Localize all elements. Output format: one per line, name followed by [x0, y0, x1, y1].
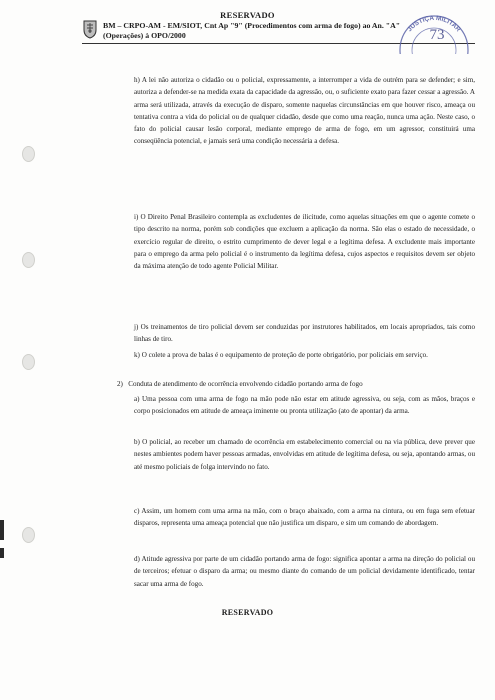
- item-2a: [134, 393, 475, 418]
- header-reference-line-2: (Operações) à OPO/2000: [103, 31, 186, 40]
- punch-hole: [22, 354, 35, 370]
- item-2b: [134, 436, 475, 473]
- item-2d: [134, 553, 475, 590]
- military-justice-stamp: [396, 2, 472, 54]
- stamp-text: JUSTIÇA MILITAR: [406, 14, 462, 34]
- item-label: d): [134, 555, 140, 563]
- scan-edge-mark: [0, 548, 4, 558]
- item-text: A lei não autoriza o cidadão ou o policial, expressamente, a interromper a vida de outrém para se defender; e sim, autoriza a defender-se na medida exata da capacidade da agressão, ou, o suficiente exato para fazer cessar a agressão. A arma será utilizada, através da execução de disparo, somente naquelas circunstâncias em que houver risco, ameaça ou tentativa contra a vida do policial ou de qualquer cidadão, desde que como uma reação, nunca uma ação. Neste caso, o fato do policial causar lesão corporal, mediante emprego de arma de fogo, em um agressor, constituirá uma conseqüência potencial, e jamais será uma condição necessária a defesa.: [134, 76, 475, 146]
- item-text: Uma pessoa com uma arma de fogo na mão pode não estar em atitude agressiva, ou seja, com as mãos, braços e corpo posicionados em atitude de ameaça iminente ou pronta utilização (ato de apontar) da arma.: [134, 395, 475, 416]
- item-label: b): [134, 438, 140, 446]
- item-text: Atitude agressiva por parte de um cidadão portando arma de fogo: significa apontar a arma na direção do policial ou de terceiros; efetuar o disparo da arma; ou mesmo diante do comando de um policial devidamente identificado, tentar sacar uma arma de fogo.: [134, 555, 475, 588]
- item-label: h): [134, 76, 140, 84]
- coat-of-arms-icon: [82, 19, 98, 39]
- section-label: 2): [117, 380, 123, 388]
- item-i: [134, 211, 475, 272]
- item-k: [134, 349, 475, 361]
- item-2c: [134, 505, 475, 530]
- item-h: [134, 74, 475, 148]
- item-text: O Direito Penal Brasileiro contempla as excludentes de ilicitude, como aquelas situações em que o agente comete o tipo descrito na norma, porém sob condições que excluem a aplicação da norma. São elas o estado de necessidade, o exercício regular de direito, o estrito cumprimento de dever legal e a legítima defesa. A excludente mais importante para o emprego da arma pelo policial é o instrumento da legítima defesa, cujos aspectos e requisitos devem ser objeto da máxima atenção de todo agente Policial Militar.: [134, 213, 475, 271]
- item-label: a): [134, 395, 140, 403]
- section-title: Conduta de atendimento de ocorrência envolvendo cidadão portando arma de fogo: [128, 380, 363, 388]
- footer-classification: RESERVADO: [221, 608, 274, 617]
- punch-hole: [22, 252, 35, 268]
- item-j: [134, 321, 475, 346]
- item-text: Assim, um homem com uma arma na mão, com o braço abaixado, com a arma na cintura, ou em fuga sem efetuar disparos, representa uma ameaça potencial que não justifica um disparo, e sim um comando de abordagem.: [134, 507, 475, 528]
- section-2-heading: [117, 378, 475, 390]
- punch-hole: [22, 527, 35, 543]
- header-title: RESERVADO: [220, 10, 275, 20]
- item-label: j): [134, 323, 139, 331]
- item-text: O policial, ao receber um chamado de ocorrência em estabelecimento comercial ou na via pública, deve prever que nestes ambientes podem haver pessoas armadas, envolvidas em atitude de legítima defesa, ou seja, apontando armas, ou até mesmo policiais de folga intervindo no fato.: [134, 438, 475, 471]
- punch-hole: [22, 146, 35, 162]
- scan-edge-mark: [0, 520, 4, 540]
- item-label: c): [134, 507, 140, 515]
- item-label: i): [134, 213, 139, 221]
- stamp-page-number: 73: [429, 27, 445, 43]
- item-label: k): [134, 351, 140, 359]
- item-text: Os treinamentos de tiro policial devem ser conduzidas por instrutores habilitados, em locais apropriados, tais como linhas de tiro.: [134, 323, 475, 344]
- header-reference-line: BM – CRPO-AM - EM/SIOT, Cnt Ap "9" (Procedimentos com arma de fogo) ao An. "A": [103, 21, 401, 30]
- item-text: O colete a prova de balas é o equipamento de proteção de porte obrigatório, por policiais em serviço.: [141, 351, 428, 359]
